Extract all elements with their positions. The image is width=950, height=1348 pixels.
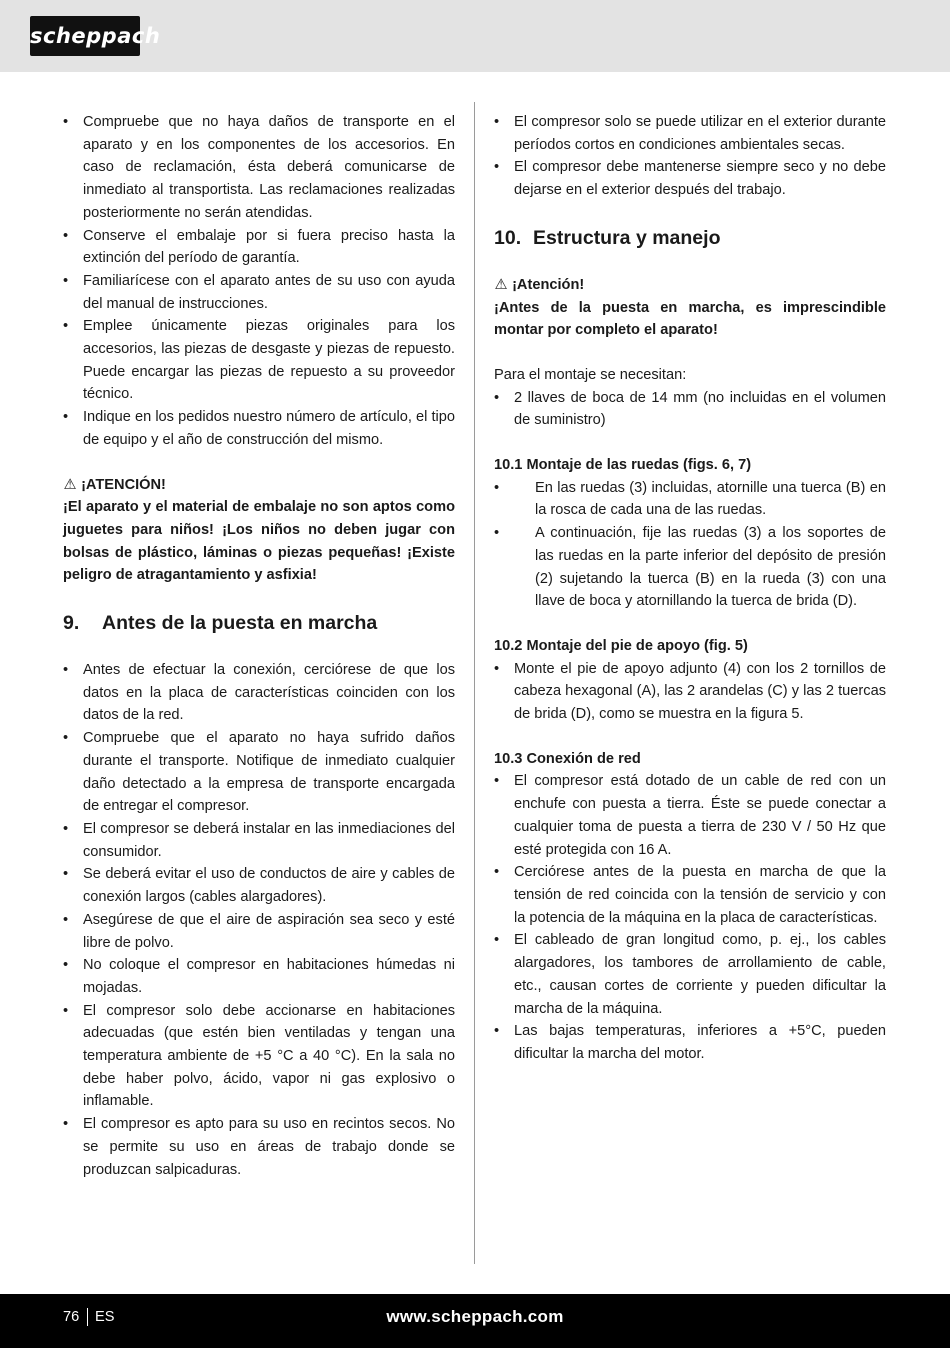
- list-item: • En las ruedas (3) incluidas, atornille una tuerca (B) en la rosca de cada una de las ruedas.: [494, 477, 886, 522]
- list-item: • Conserve el embalaje por si fuera preciso hasta la extinción del período de garantía.: [63, 225, 455, 270]
- brand-logo: scheppach: [30, 16, 140, 56]
- list-item: • El cableado de gran longitud como, p. ej., los cables alargadores, los tambores de arrollamiento de cable, etc., causan cortes de corriente y pueden dificultar la marcha de la máquina.: [494, 929, 886, 1020]
- mains-list: [494, 770, 886, 1065]
- page-number: 76: [63, 1309, 80, 1325]
- section-10-heading: [494, 224, 886, 252]
- mount-intro: Para el montaje se necesitan:: [494, 366, 687, 383]
- section-title: Estructura y manejo: [533, 226, 721, 249]
- list-item: • A continuación, fije las ruedas (3) a los soportes de las ruedas en la parte inferior del depósito de presión (2) sujetando la tuerca (B) en la rueda (3) con una llave de boca y atornillando la tuerca de brida (D).: [494, 522, 886, 613]
- left-column: [63, 111, 455, 1181]
- right-column: [494, 111, 886, 1066]
- list-item: • Asegúrese de que el aire de aspiración sea seco y esté libre de polvo.: [63, 909, 455, 954]
- list-item: • Compruebe que el aparato no haya sufrido daños durante el transporte. Notifique de inmediato cualquier daño detectado a la empresa de transporte encargada de entregar el compresor.: [63, 727, 455, 818]
- section-title: Antes de la puesta en marcha: [102, 612, 378, 635]
- wheels-list: [494, 477, 886, 613]
- warning-text: ¡Antes de la puesta en marcha, es imprescindible montar por completo el aparato!: [494, 299, 886, 339]
- section-number: 9.: [63, 612, 80, 635]
- list-item: • El compresor es apto para su uso en recintos secos. No se permite su uso en áreas de trabajo donde se produzcan salpicaduras.: [63, 1113, 455, 1181]
- warning-text: ¡El aparato y el material de embalaje no son aptos como juguetes para niños! ¡Los niños no deben jugar con bolsas de plástico, láminas o piezas pequeñas! ¡Existe peligro de atragantamiento y asfixia!: [63, 499, 455, 584]
- list-item: • Cerciórese antes de la puesta en marcha de que la tensión de red coincida con la tensión de servicio y con la potencia de la máquina en la placa de características.: [494, 861, 886, 929]
- page-header: [0, 0, 950, 72]
- setup-list: [63, 659, 455, 1181]
- language-code: ES: [95, 1309, 115, 1325]
- list-item: • 2 llaves de boca de 14 mm (no incluidas en el volumen de suministro): [494, 387, 886, 432]
- page-footer: [0, 1294, 950, 1348]
- list-item: • Antes de efectuar la conexión, cerciórese de que los datos en la placa de características coinciden con los datos de la red.: [63, 659, 455, 727]
- list-item: • Compruebe que no haya daños de transporte en el aparato y en los componentes de los accesorios. En caso de reclamación, ésta deberá comunicarse de inmediato al transportista. Las reclamaciones realizadas posteriormente no serán atendidas.: [63, 111, 455, 225]
- warning-heading: ⚠ ¡ATENCIÓN!: [63, 474, 455, 497]
- subsection-heading: 10.1 Montaje de las ruedas (figs. 6, 7): [494, 457, 752, 474]
- list-item: • El compresor debe mantenerse siempre seco y no debe dejarse en el exterior después del trabajo.: [494, 156, 886, 201]
- column-divider: [474, 102, 475, 1264]
- outdoor-list: [494, 111, 886, 202]
- tools-list: [494, 387, 886, 432]
- list-item: • Emplee únicamente piezas originales para los accesorios, las piezas de desgaste y piezas de repuesto. Puede encargar las piezas de repuesto a su proveedor técnico.: [63, 315, 455, 406]
- section-number: 10.: [494, 226, 522, 249]
- list-item: • Monte el pie de apoyo adjunto (4) con los 2 tornillos de cabeza hexagonal (A), las 2 arandelas (C) y las 2 tuercas de brida (D), como se muestra en la figura 5.: [494, 658, 886, 726]
- warning-heading: ⚠ ¡Atención!: [494, 274, 886, 297]
- list-item: • El compresor se deberá instalar en las inmediaciones del consumidor.: [63, 818, 455, 863]
- subsection-heading: 10.2 Montaje del pie de apoyo (fig. 5): [494, 637, 748, 654]
- list-item: • No coloque el compresor en habitaciones húmedas ni mojadas.: [63, 954, 455, 999]
- list-item: • Familiarícese con el aparato antes de su uso con ayuda del manual de instrucciones.: [63, 270, 455, 315]
- list-item: • El compresor solo debe accionarse en habitaciones adecuadas (que estén bien ventiladas y tengan una temperatura ambiente de +5 °C a 40 °C). En la sala no debe haber polvo, ácido, vapor ni gas explosivo o inflamable.: [63, 1000, 455, 1114]
- subsection-heading: 10.3 Conexión de red: [494, 750, 641, 767]
- foot-list: [494, 658, 886, 726]
- list-item: • El compresor solo se puede utilizar en el exterior durante períodos cortos en condiciones ambientales secas.: [494, 111, 886, 156]
- warning-triangle-icon: ⚠: [63, 476, 77, 493]
- list-item: • Las bajas temperaturas, inferiores a +5°C, pueden dificultar la marcha del motor.: [494, 1020, 886, 1065]
- precautions-list: [63, 111, 455, 452]
- list-item: • Se deberá evitar el uso de conductos de aire y cables de conexión largos (cables alargadores).: [63, 863, 455, 908]
- warning-triangle-icon: ⚠: [494, 276, 508, 293]
- list-item: • El compresor está dotado de un cable de red con un enchufe con puesta a tierra. Éste se puede conectar a cualquier toma de puesta a tierra de 230 V / 50 Hz que esté protegida con 16 A.: [494, 770, 886, 861]
- section-9-heading: [63, 609, 455, 637]
- list-item: • Indique en los pedidos nuestro número de artículo, el tipo de equipo y el año de construcción del mismo.: [63, 406, 455, 451]
- website-link[interactable]: www.scheppach.com: [386, 1307, 564, 1326]
